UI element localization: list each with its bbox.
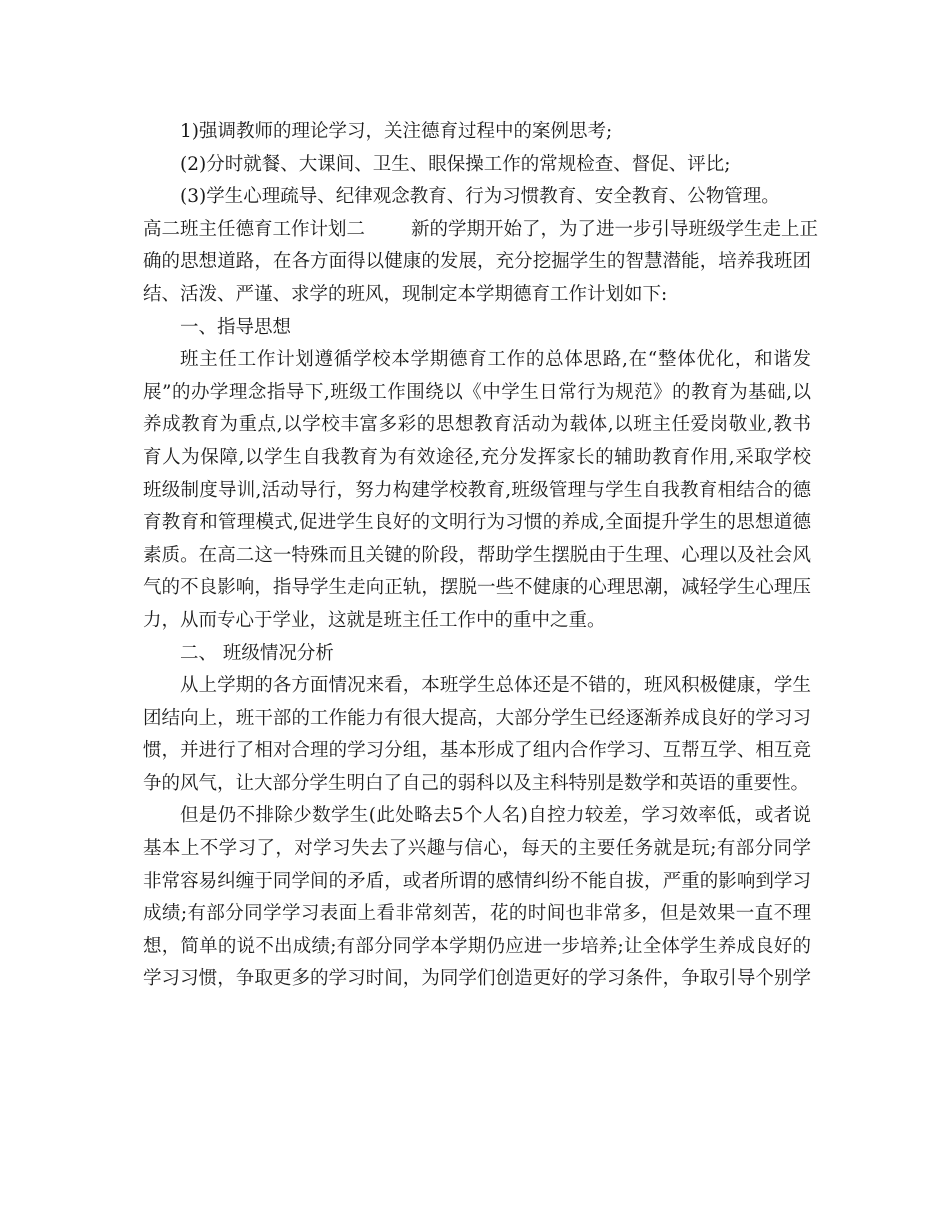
paragraph-line: 想，简单的说不出成绩;有部分同学本学期仍应进一步培养;让全体学生养成良好的 [143,935,811,957]
paragraph-line: 团结向上，班干部的工作能力有很大提高，大部分学生已经逐渐养成良好的学习习 [143,707,811,729]
paragraph-line: 展”的办学理念指导下,班级工作围绕以《中学生日常行为规范》的教育为基础,以 [143,381,811,403]
section-title: 高二班主任德育工作计划二 [143,218,366,240]
paragraph-line: 力，从而专心于学业，这就是班主任工作中的重中之重。 [143,609,606,631]
paragraph-line: 班主任工作计划遵循学校本学期德育工作的总体思路,在“整体优化，和谐发 [180,349,811,371]
paragraph-line: 育人为保障,以学生自我教育为有效途径,充分发挥家长的辅助教育作用,采取学校 [143,446,811,468]
heading-guiding-thought: 一、指导思想 [180,316,292,338]
list-item: 1)强调教师的理论学习，关注德育过程中的案例思考; [180,121,613,142]
heading-class-analysis: 二、 班级情况分析 [180,642,334,664]
section-intro: 新的学期开始了，为了进一步引导班级学生走上正 [411,218,819,240]
paragraph-line: 气的不良影响，指导学生走向正轨，摆脱一些不健康的心理思潮，减轻学生心理压 [143,577,811,599]
paragraph-line: 确的思想道路，在各方面得以健康的发展，充分挖掘学生的智慧潜能，培养我班团 [143,251,811,273]
paragraph-line: 从上学期的各方面情况来看，本班学生总体还是不错的，班风积极健康，学生 [180,675,811,697]
section-heading-line [143,214,819,247]
paragraph-line: 非常容易纠缠于同学间的矛盾，或者所谓的感情纠纷不能自拔，严重的影响到学习 [143,870,811,892]
paragraph-line: 成绩;有部分同学学习表面上看非常刻苦，花的时间也非常多，但是效果一直不理 [143,903,811,925]
paragraph-line: 惯，并进行了相对合理的学习分组，基本形成了组内合作学习、互帮互学、相互竞 [143,740,811,762]
paragraph-line: 素质。在高二这一特殊而且关键的阶段，帮助学生摆脱由于生理、心理以及社会风 [143,544,811,566]
list-item: (3)学生心理疏导、纪律观念教育、行为习惯教育、安全教育、公物管理。 [180,186,780,208]
paragraph-line: 但是仍不排除少数学生(此处略去5个人名)自控力较差，学习效率低，或者说 [180,805,811,827]
paragraph-line: 育教育和管理模式,促进学生良好的文明行为习惯的养成,全面提升学生的思想道德 [143,512,811,534]
document-body [143,116,819,996]
paragraph-line: 班级制度导训,活动导行，努力构建学校教育,班级管理与学生自我教育相结合的德 [143,479,811,501]
paragraph-line: 学习习惯，争取更多的学习时间，为同学们创造更好的学习条件，争取引导个别学 [143,968,811,990]
paragraph-line: 结、活泼、严谨、求学的班风，现制定本学期德育工作计划如下: [143,283,668,305]
paragraph-line: 争的风气，让大部分学生明白了自己的弱科以及主科特别是数学和英语的重要性。 [143,772,810,794]
paragraph-line: 养成教育为重点,以学校丰富多彩的思想教育活动为载体,以班主任爱岗敬业,教书 [143,414,811,436]
paragraph-line: 基本上不学习了，对学习失去了兴趣与信心，每天的主要任务就是玩;有部分同学 [143,838,811,860]
list-item: (2)分时就餐、大课间、卫生、眼保操工作的常规检查、督促、评比; [180,153,731,175]
